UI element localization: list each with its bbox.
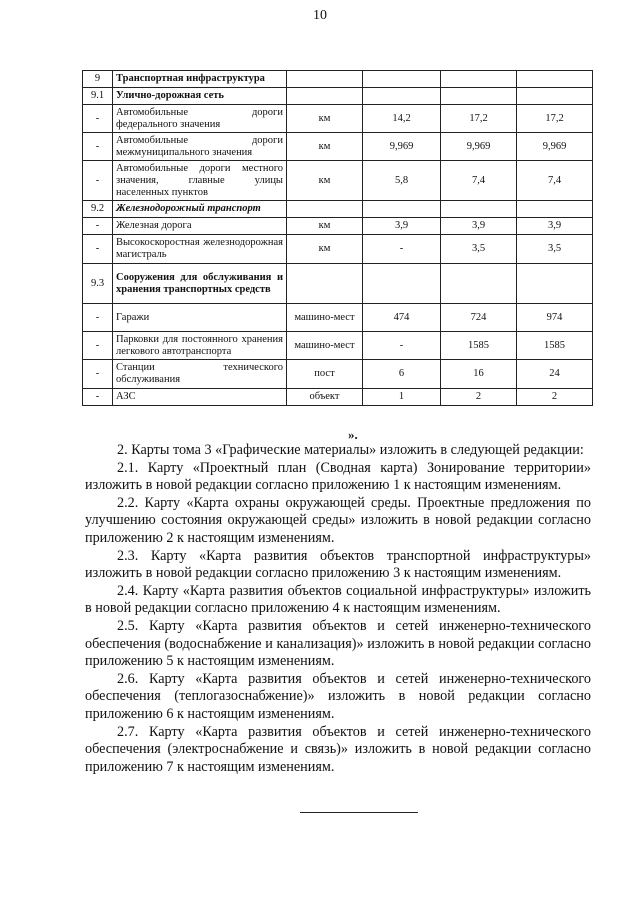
footer-rule bbox=[300, 812, 418, 813]
row-value-2: 9,969 bbox=[441, 133, 517, 161]
table-row bbox=[83, 201, 593, 218]
row-name: Железнодорожный транспорт bbox=[113, 201, 287, 218]
row-value-3: 2 bbox=[517, 389, 593, 406]
row-unit: км bbox=[287, 161, 363, 201]
row-value-2: 2 bbox=[441, 389, 517, 406]
row-value-3: 1585 bbox=[517, 332, 593, 360]
row-number: - bbox=[83, 304, 113, 332]
row-value-1 bbox=[363, 264, 441, 304]
row-value-2 bbox=[441, 71, 517, 88]
row-value-2: 17,2 bbox=[441, 105, 517, 133]
row-name: Автомобильные дороги федерального значения bbox=[113, 105, 287, 133]
row-number: 9.3 bbox=[83, 264, 113, 304]
row-value-3: 24 bbox=[517, 360, 593, 389]
row-name: Транспортная инфраструктура bbox=[113, 71, 287, 88]
row-value-1: - bbox=[363, 235, 441, 264]
row-number: - bbox=[83, 218, 113, 235]
row-name: Автомобильные дороги межмуниципального значения bbox=[113, 133, 287, 161]
row-value-3: 3,9 bbox=[517, 218, 593, 235]
row-name: Парковки для постоянного хранения легкового автотранспорта bbox=[113, 332, 287, 360]
row-value-3: 17,2 bbox=[517, 105, 593, 133]
row-value-3: 3,5 bbox=[517, 235, 593, 264]
row-value-2: 724 bbox=[441, 304, 517, 332]
paragraph-2-4: 2.4. Карту «Карта развития объектов социальной инфраструктуры» изложить в новой редакции согласно приложению 4 к настоящим изменениям. bbox=[85, 582, 591, 617]
row-unit: км bbox=[287, 105, 363, 133]
row-unit: км bbox=[287, 133, 363, 161]
row-unit bbox=[287, 201, 363, 218]
row-number: - bbox=[83, 235, 113, 264]
table-row bbox=[83, 133, 593, 161]
row-value-2: 3,5 bbox=[441, 235, 517, 264]
row-value-3: 974 bbox=[517, 304, 593, 332]
row-number: - bbox=[83, 105, 113, 133]
row-value-1: 1 bbox=[363, 389, 441, 406]
row-value-1: - bbox=[363, 332, 441, 360]
table-row bbox=[83, 161, 593, 201]
row-value-1 bbox=[363, 71, 441, 88]
paragraph-2-3: 2.3. Карту «Карта развития объектов транспортной инфраструктуры» изложить в новой редакции согласно приложению 3 к настоящим изменениям. bbox=[85, 547, 591, 582]
row-name: Железная дорога bbox=[113, 218, 287, 235]
row-value-3 bbox=[517, 88, 593, 105]
body-text bbox=[85, 442, 591, 776]
row-value-1: 5,8 bbox=[363, 161, 441, 201]
row-value-1 bbox=[363, 201, 441, 218]
row-value-3: 9,969 bbox=[517, 133, 593, 161]
row-unit: пост bbox=[287, 360, 363, 389]
row-unit bbox=[287, 264, 363, 304]
row-value-2 bbox=[441, 201, 517, 218]
row-name: Сооружения для обслуживания и хранения транспортных средств bbox=[113, 264, 287, 304]
row-number: - bbox=[83, 332, 113, 360]
row-number: - bbox=[83, 133, 113, 161]
table-row bbox=[83, 71, 593, 88]
row-number: - bbox=[83, 360, 113, 389]
row-number: 9.2 bbox=[83, 201, 113, 218]
row-name: АЗС bbox=[113, 389, 287, 406]
infrastructure-table bbox=[82, 70, 593, 406]
table-row bbox=[83, 389, 593, 406]
row-unit: машино-мест bbox=[287, 332, 363, 360]
row-value-2: 3,9 bbox=[441, 218, 517, 235]
table-row bbox=[83, 218, 593, 235]
row-value-2: 16 bbox=[441, 360, 517, 389]
row-unit: км bbox=[287, 235, 363, 264]
row-unit: объект bbox=[287, 389, 363, 406]
table-body bbox=[83, 71, 593, 406]
row-value-1: 14,2 bbox=[363, 105, 441, 133]
paragraph-2-5: 2.5. Карту «Карта развития объектов и сетей инженерно-технического обеспечения (водоснабжение и канализация)» изложить в новой редакции согласно приложению 5 к настоящим изменениям. bbox=[85, 617, 591, 670]
row-value-3: 7,4 bbox=[517, 161, 593, 201]
row-name: Автомобильные дороги местного значения, главные улицы населенных пунктов bbox=[113, 161, 287, 201]
row-value-3 bbox=[517, 201, 593, 218]
row-unit: машино-мест bbox=[287, 304, 363, 332]
row-number: - bbox=[83, 389, 113, 406]
row-value-1: 6 bbox=[363, 360, 441, 389]
row-number: 9 bbox=[83, 71, 113, 88]
row-name: Станции технического обслуживания bbox=[113, 360, 287, 389]
row-value-2 bbox=[441, 88, 517, 105]
paragraph-2-6: 2.6. Карту «Карта развития объектов и сетей инженерно-технического обеспечения (теплогазоснабжение)» изложить в новой редакции согласно приложению 6 к настоящим изменениям. bbox=[85, 670, 591, 722]
row-name: Гаражи bbox=[113, 304, 287, 332]
row-value-1: 9,969 bbox=[363, 133, 441, 161]
paragraph-2-2: 2.2. Карту «Карта охраны окружающей среды. Проектные предложения по улучшению состояния окружающей среды» изложить в новой редакции согласно приложению 2 к настоящим изменениям. bbox=[85, 494, 591, 546]
row-name: Высокоскоростная железнодорожная магистраль bbox=[113, 235, 287, 264]
row-number: - bbox=[83, 161, 113, 201]
row-name: Улично-дорожная сеть bbox=[113, 88, 287, 105]
paragraph-2-7: 2.7. Карту «Карта развития объектов и сетей инженерно-технического обеспечения (электроснабжение и связь)» изложить в новой редакции согласно приложению 7 к настоящим изменениям. bbox=[85, 723, 591, 775]
table-row bbox=[83, 105, 593, 133]
row-value-1 bbox=[363, 88, 441, 105]
closing-quote: ». bbox=[348, 427, 358, 442]
row-value-2 bbox=[441, 264, 517, 304]
table-row bbox=[83, 264, 593, 304]
page-number: 10 bbox=[313, 8, 327, 23]
paragraph-2-1: 2.1. Карту «Проектный план (Сводная карта) Зонирование территории» изложить в новой редакции согласно приложению 1 к настоящим изменениям. bbox=[85, 459, 591, 494]
row-value-3 bbox=[517, 71, 593, 88]
row-unit bbox=[287, 88, 363, 105]
paragraph-2: 2. Карты тома 3 «Графические материалы» изложить в следующей редакции: bbox=[117, 442, 584, 458]
table-row bbox=[83, 88, 593, 105]
table-row bbox=[83, 235, 593, 264]
row-value-2: 1585 bbox=[441, 332, 517, 360]
table-row bbox=[83, 304, 593, 332]
table-row bbox=[83, 332, 593, 360]
row-unit bbox=[287, 71, 363, 88]
row-value-3 bbox=[517, 264, 593, 304]
row-value-2: 7,4 bbox=[441, 161, 517, 201]
table-row bbox=[83, 360, 593, 389]
row-unit: км bbox=[287, 218, 363, 235]
row-value-1: 474 bbox=[363, 304, 441, 332]
row-number: 9.1 bbox=[83, 88, 113, 105]
row-value-1: 3,9 bbox=[363, 218, 441, 235]
